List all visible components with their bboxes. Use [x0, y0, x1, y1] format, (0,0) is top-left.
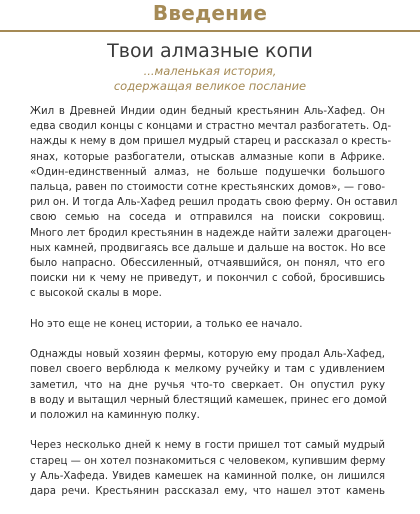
text-line: с высокой скалы в море. — [30, 288, 162, 300]
text-line: «Один-единственный алмаз, не больше подушечки большого — [30, 166, 385, 178]
text-line: янах, которые разбогатели, отыскав алмазные копи в Африке. — [30, 151, 385, 163]
text-line: у Аль-Хафеда. Увидев камешек на каминной полке, он лишился — [30, 470, 385, 482]
section-title: Введение — [152, 1, 268, 25]
text-line: едва сводил концы с концами и страстно мечтал разбогатеть. Од- — [30, 121, 392, 133]
text-line: ных камней, продвигаясь все дальше и дальше на восток. Но все — [30, 242, 386, 254]
paragraph — [30, 317, 385, 332]
text-line: было напрасно. Обессиленный, отчаявшийся, он понял, что его — [30, 258, 385, 270]
body-text — [30, 104, 398, 514]
text-line: нажды к нему в дом пришел мудрый старец и рассказал о кресть- — [30, 136, 392, 148]
text-line: повел своего верблюда к мелкому ручейку и там с удивлением — [30, 364, 385, 376]
text-line: Много лет бродил крестьянин в надежде найти залежи драгоцен- — [30, 227, 392, 239]
text-line: заметил, что на дне ручья что-то сверкает. Он опустил руку — [30, 379, 385, 391]
paragraph — [30, 104, 398, 302]
text-line: и положил на каминную полку. — [30, 410, 200, 422]
chapter-title: Твои алмазные копи — [107, 40, 313, 62]
chapter-subtitle — [0, 64, 420, 94]
text-line: дара речи. Крестьянин рассказал ему, что нашел этот камень — [30, 486, 385, 498]
text-line: рил он. И тогда Аль-Хафед решил продать свою ферму. Он оставил — [30, 197, 398, 209]
text-line: Через несколько дней к нему в гости пришел тот самый мудрый — [30, 440, 385, 452]
paragraph — [30, 438, 385, 499]
text-line: старец — он хотел познакомиться с человеком, купившим ферму — [30, 455, 386, 467]
subtitle-line: ...маленькая история, — [143, 64, 277, 78]
text-line: Однажды новый хозяин фермы, которую ему продал Аль-Хафед, — [30, 349, 385, 361]
section-header — [0, 0, 420, 25]
text-line: свою семью на соседа и отправился на поиски сокровищ. — [30, 212, 385, 224]
text-line: Но это еще не конец истории, а только ее начало. — [30, 318, 303, 330]
text-line: в воду и вытащил черный блестящий камешек, принес его домой — [30, 394, 387, 406]
text-line: поиски ни к чему не приведут, и покончил с собой, бросившись — [30, 273, 385, 285]
text-line: Жил в Древней Индии один бедный крестьянин Аль-Хафед. Он — [30, 106, 385, 117]
subtitle-line: содержащая великое послание — [113, 79, 307, 93]
paragraph — [30, 347, 385, 423]
text-line: пальца, равен по стоимости сотне крестьянских домов», — гово- — [30, 182, 385, 194]
header-rule — [0, 30, 420, 32]
